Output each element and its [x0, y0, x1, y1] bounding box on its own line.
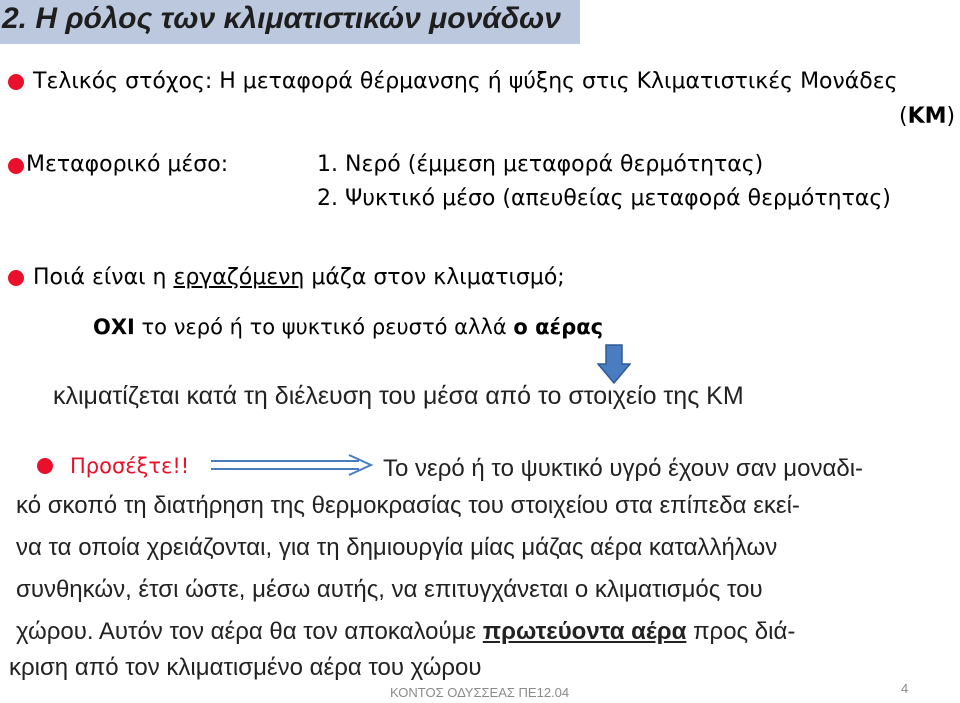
- page-title: 2. Η ρόλος των κλιματιστικών μονάδων: [2, 2, 561, 35]
- paragraph-line: Το νερό ή το ψυκτικό υγρό έχουν σαν μοναδι-: [383, 455, 864, 482]
- bullet-dot: [37, 458, 53, 474]
- bullet-dot: [8, 158, 24, 174]
- page-number: 4: [901, 681, 909, 696]
- footer-author: ΚΟΝΤΟΣ ΟΔΥΣΣΕΑΣ ΠΕ12.04: [390, 685, 570, 700]
- explanation-text: κλιματίζεται κατά τη διέλευση του μέσα από το στοιχείο της ΚΜ: [53, 382, 744, 410]
- transport-medium-label: Μεταφορικό μέσο:: [26, 152, 229, 177]
- goal-text: Τελικός στόχος: Η μεταφορά θέρμανσης ή ψύξης στις Κλιματιστικές Μονάδες: [33, 69, 898, 94]
- answer-text: ΟΧΙ το νερό ή το ψυκτικό ρευστό αλλά ο αέρας: [93, 315, 604, 339]
- bullet-dot: [8, 74, 24, 90]
- transport-item-refrigerant: 2. Ψυκτικό μέσο (απευθείας μεταφορά θερμότητας): [317, 186, 891, 211]
- transport-item-water: 1. Νερό (έμμεση μεταφορά θερμότητας): [317, 152, 764, 177]
- paragraph-line: χώρου. Αυτόν τον αέρα θα τον αποκαλούμε πρωτεύοντα αέρα προς διά-: [16, 618, 796, 645]
- down-arrow-icon: [597, 344, 631, 384]
- question-text: Ποιά είναι η εργαζόμενη μάζα στον κλιματισμό;: [33, 265, 565, 290]
- paragraph-line: συνθηκών, έτσι ώστε, μέσω αυτής, να επιτυγχάνεται ο κλιματισμός του: [16, 576, 763, 603]
- paragraph-line: κό σκοπό τη διατήρηση της θερμοκρασίας του στοιχείου στα επίπεδα εκεί-: [16, 492, 800, 519]
- double-arrow-icon: [209, 454, 375, 476]
- paragraph-line: να τα οποία χρειάζονται, για τη δημιουργία μίας μάζας αέρα καταλλήλων: [16, 534, 778, 561]
- bullet-dot: [8, 270, 24, 286]
- paragraph-line: κριση από τον κλιματισμένο αέρα του χώρου: [9, 654, 482, 681]
- title-banner: [0, 0, 580, 44]
- goal-abbreviation: (ΚΜ): [899, 104, 956, 129]
- attention-label: Προσέξτε!!: [70, 454, 190, 478]
